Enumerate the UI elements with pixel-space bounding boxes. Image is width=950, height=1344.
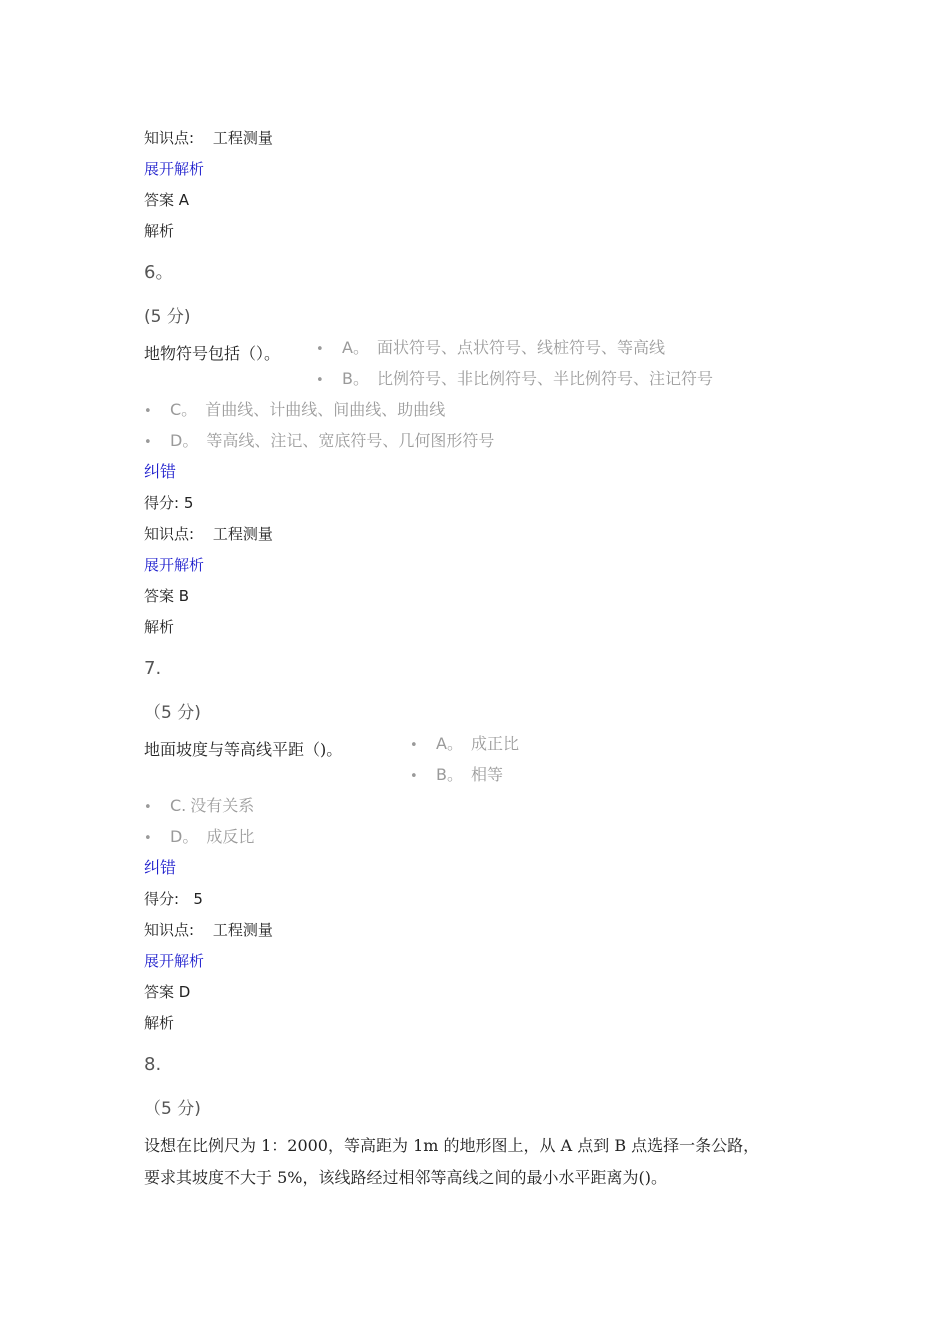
q6-option-c[interactable]: • C。 首曲线、计曲线、间曲线、助曲线	[144, 400, 445, 422]
bullet-icon: •	[144, 800, 152, 815]
q6-correct-link[interactable]: 纠错	[144, 462, 177, 481]
q7-option-d[interactable]: • D。 成反比	[144, 827, 254, 849]
q8-stem-line-1: 设想在比例尺为 1：2000，等高距为 1m 的地形图上，从 A 点到 B 点选择一条公路，	[144, 1136, 760, 1155]
q6-knowledge	[144, 524, 273, 544]
q5-knowledge	[144, 128, 273, 148]
q7-stem: 地面坡度与等高线平距（)。	[144, 740, 343, 759]
bullet-icon: •	[410, 738, 418, 753]
q7-knowledge	[144, 920, 273, 940]
bullet-icon: •	[316, 373, 324, 388]
q8-score: （5 分)	[144, 1099, 201, 1119]
bullet-icon: •	[316, 342, 324, 357]
q6-answer: 答案 B	[144, 587, 190, 605]
q7-answer: 答案 D	[144, 983, 191, 1001]
q7-knowledge-value: 工程测量	[212, 921, 273, 939]
q6-knowledge-label: 知识点:	[144, 525, 195, 543]
q7-analysis: 解析	[144, 1014, 175, 1032]
bullet-icon: •	[144, 831, 152, 846]
q5-analysis: 解析	[144, 222, 175, 240]
q8-number: 8.	[144, 1054, 162, 1075]
q6-score: (5 分)	[144, 307, 191, 327]
q6-option-d[interactable]: • D。 等高线、注记、宽底符号、几何图形符号	[144, 431, 494, 453]
q7-correct-link[interactable]: 纠错	[144, 858, 177, 877]
q7-number: 7.	[144, 658, 162, 679]
q7-got-score: 得分: 5	[144, 890, 203, 908]
q5-answer: 答案 A	[144, 191, 190, 209]
q5-knowledge-label: 知识点:	[144, 129, 195, 147]
q5-knowledge-value: 工程测量	[212, 129, 273, 147]
q7-knowledge-label: 知识点:	[144, 921, 195, 939]
q7-option-b[interactable]: • B。 相等	[410, 765, 503, 787]
q7-score: （5 分)	[144, 703, 201, 723]
q6-expand-link[interactable]: 展开解析	[144, 556, 205, 574]
q6-knowledge-value: 工程测量	[212, 525, 273, 543]
bullet-icon: •	[144, 435, 152, 450]
bullet-icon: •	[144, 404, 152, 419]
q6-got-score: 得分: 5	[144, 494, 194, 512]
bullet-icon: •	[410, 769, 418, 784]
q6-number: 6。	[144, 262, 174, 283]
q5-expand-link[interactable]: 展开解析	[144, 160, 205, 178]
q6-analysis: 解析	[144, 618, 175, 636]
q7-option-a[interactable]: • A。 成正比	[410, 734, 519, 756]
q8-stem-line-2: 要求其坡度不大于 5%，该线路经过相邻等高线之间的最小水平距离为()。	[144, 1168, 667, 1187]
q6-option-a[interactable]: • A。 面状符号、点状符号、线桩符号、等高线	[316, 338, 665, 360]
q7-option-c[interactable]: • C. 没有关系	[144, 796, 254, 818]
q6-stem: 地物符号包括（）。	[144, 344, 281, 363]
q7-expand-link[interactable]: 展开解析	[144, 952, 205, 970]
q6-option-b[interactable]: • B。 比例符号、非比例符号、半比例符号、注记符号	[316, 369, 713, 391]
